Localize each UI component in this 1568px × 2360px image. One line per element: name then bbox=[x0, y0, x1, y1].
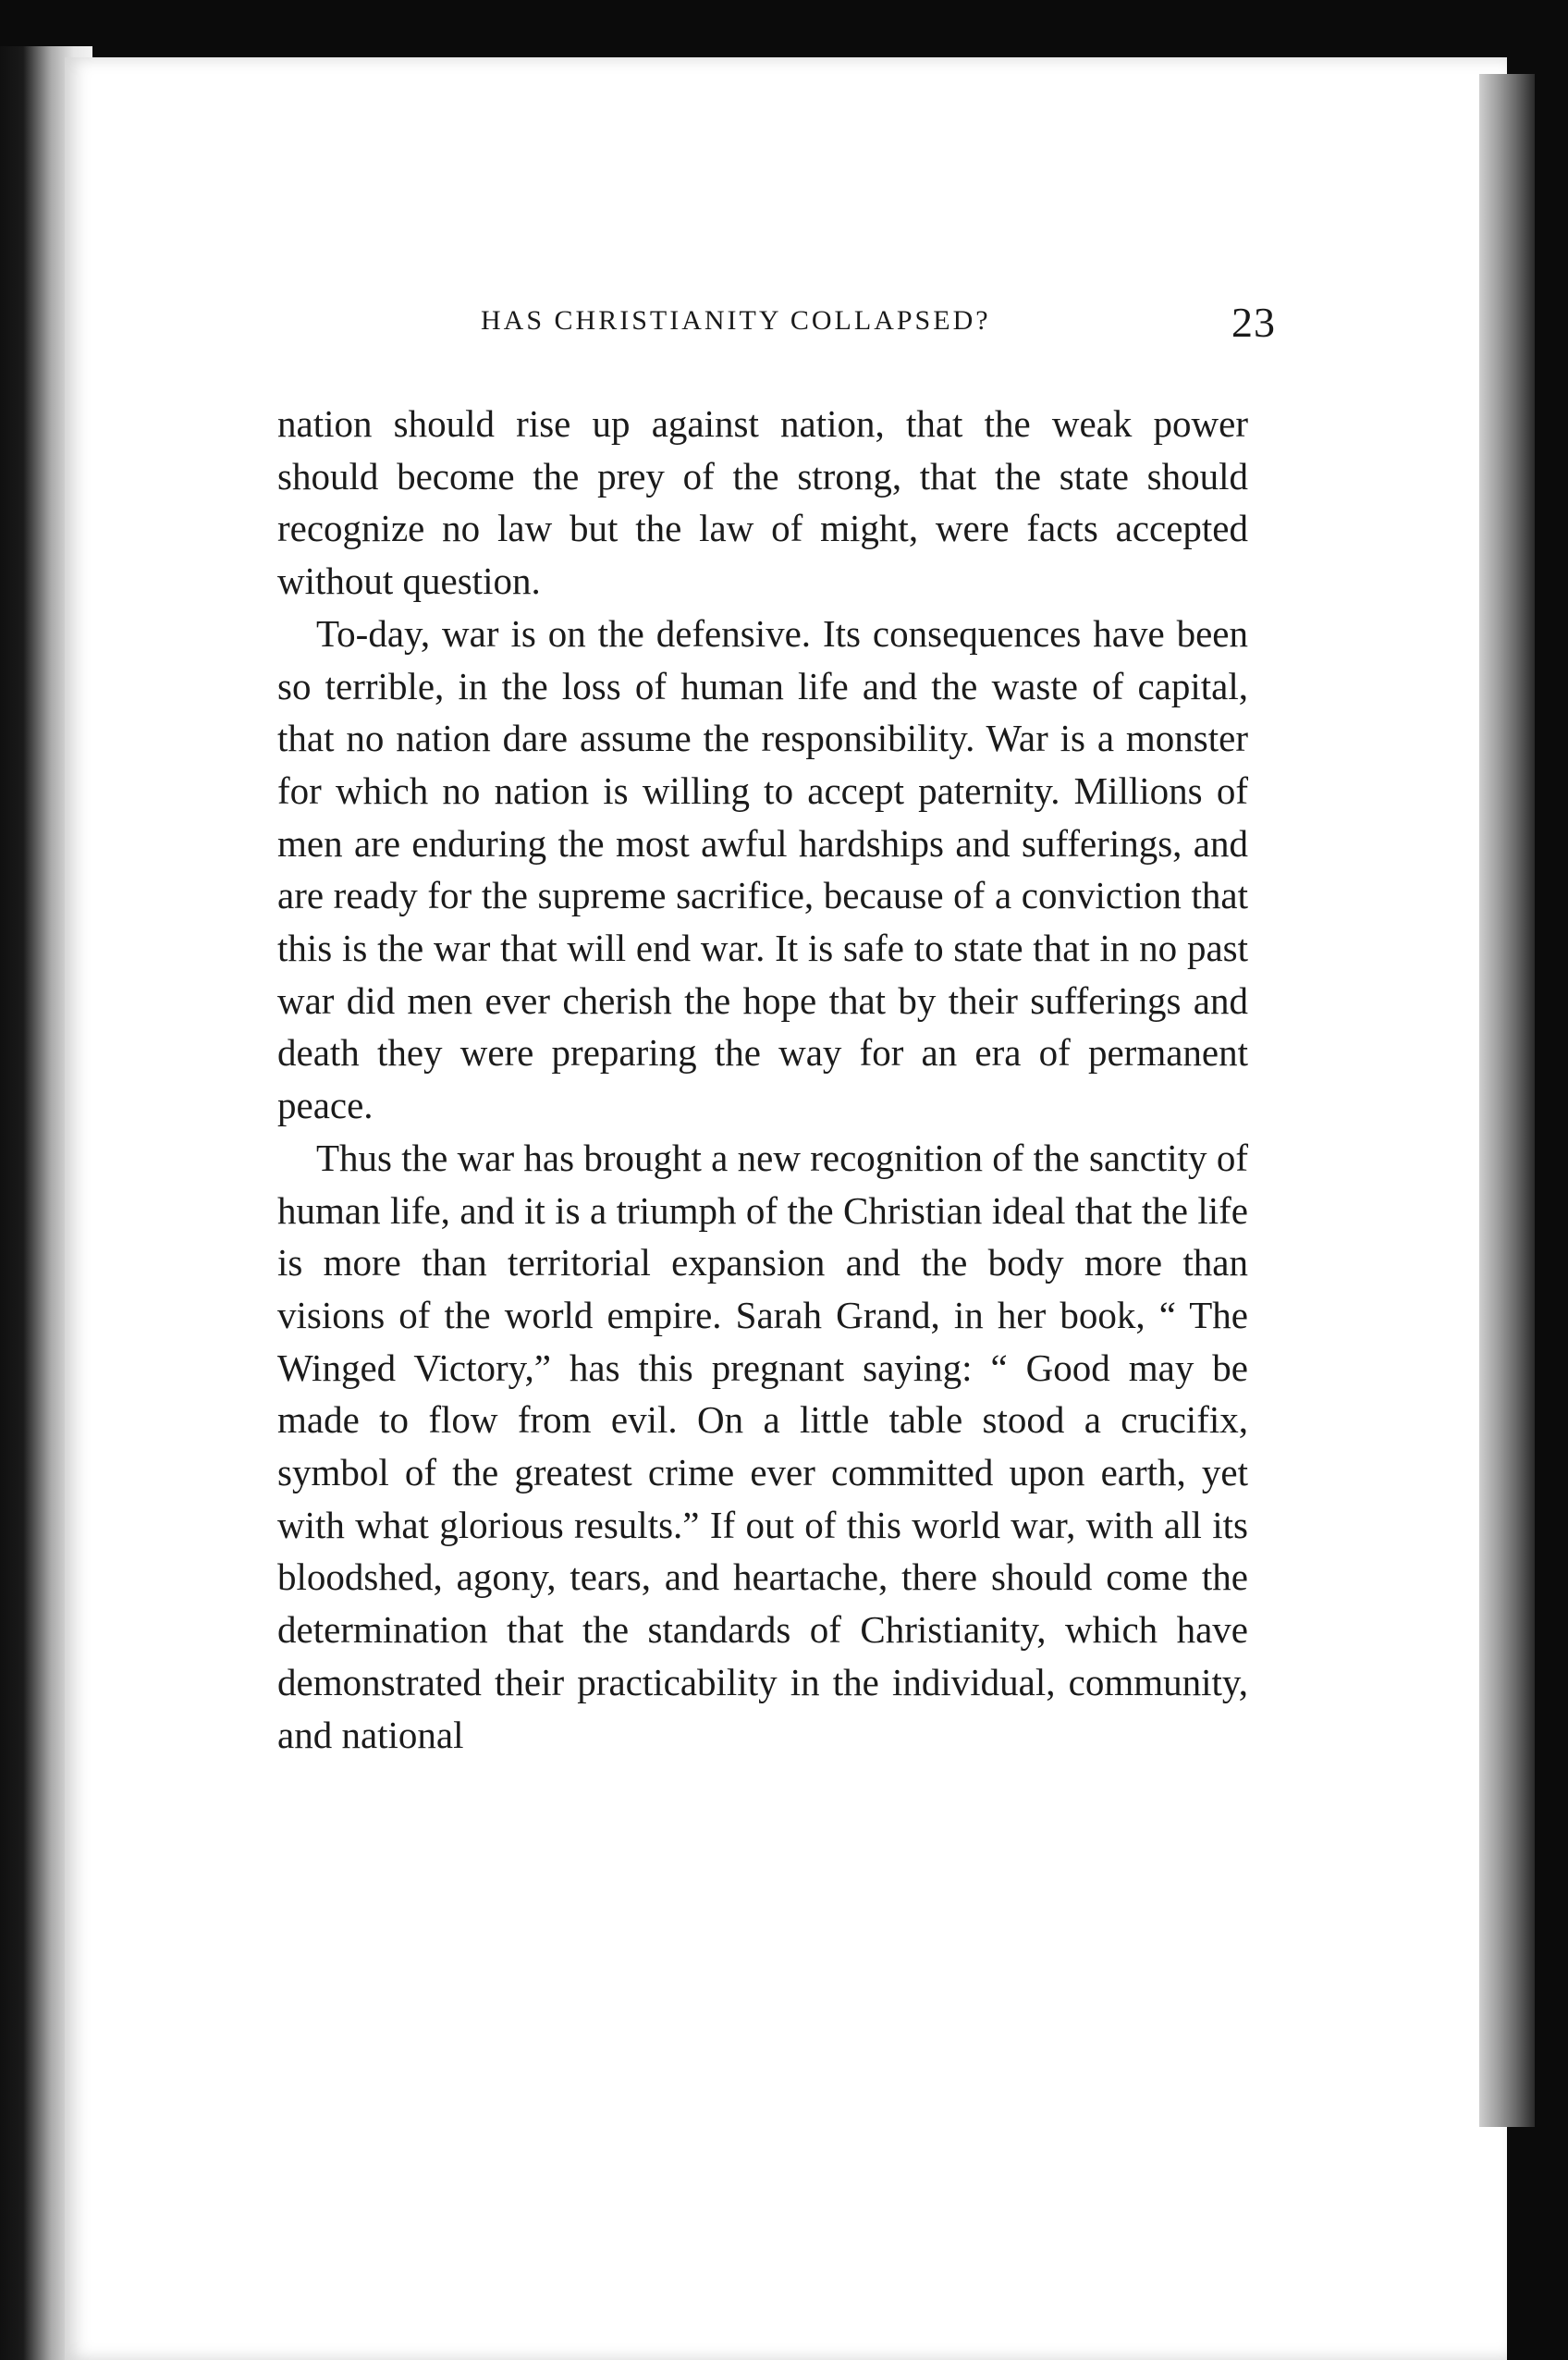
paragraph-war-defensive: To-day, war is on the defensive. Its consequences have been so terrible, in the loss of human life and the waste of capital, that no nation dare assume the responsibility. War is a monster for which no nation is willing to accept paternity. Millions of men are enduring the most awful hardships and sufferings, and are ready for the supreme sacrifice, because of a conviction that this is the war that will end war. It is safe to state that in no past war did men ever cherish the hope that by their sufferings and death they were preparing the way for an era of permanent peace. bbox=[277, 611, 1248, 1127]
running-title: HAS CHRISTIANITY COLLAPSED? bbox=[481, 305, 991, 336]
body-text bbox=[277, 398, 1248, 1761]
page-number: 23 bbox=[1231, 299, 1276, 346]
running-head bbox=[481, 298, 1276, 353]
page-stack-edge bbox=[1479, 74, 1535, 2127]
paragraph-sanctity-of-life: Thus the war has brought a new recognition of the sanctity of human life, and it is a triumph of the Christian ideal that the life is more than territorial expansion and the body more than visions of the world empire. Sarah Grand, in her book, “ The Winged Victory,” has this pregnant saying: “ Good may be made to flow from evil. On a little table stood a crucifix, symbol of the greatest crime ever committed upon earth, yet with what glorious results.” If out of this world war, with all its bloodshed, agony, tears, and heartache, there should come the determination that the standards of Christianity, which have demonstrated their practicability in the individual, community, and national bbox=[277, 1136, 1248, 1756]
paragraph-continued: nation should rise up against nation, that the weak power should become the prey of the strong, that the state should recognize no law but the law of might, were facts accepted without question. bbox=[277, 402, 1248, 603]
